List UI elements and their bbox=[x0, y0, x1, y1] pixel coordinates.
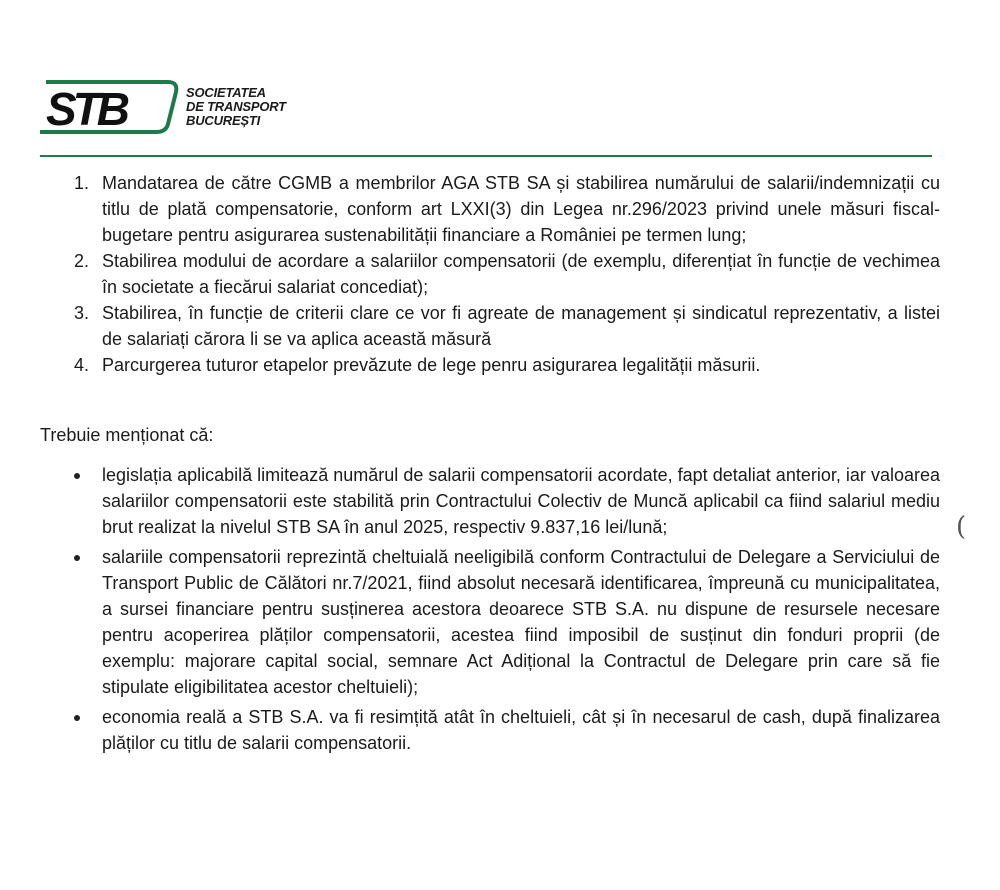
item-number: 1. bbox=[74, 173, 90, 193]
item-number: 2. bbox=[74, 251, 90, 271]
item-text: Stabilirea, în funcție de criterii clare ce vor fi agreate de management și sindicatul reprezentativ, a listei de salariați cărora li se va aplica această măsură bbox=[102, 303, 940, 349]
bullet-icon bbox=[74, 555, 80, 561]
numbered-list bbox=[40, 170, 940, 378]
company-line: BUCUREȘTI bbox=[186, 113, 261, 128]
item-number: 3. bbox=[74, 303, 90, 323]
item-text: salariile compensatorii reprezintă cheltuială neeligibilă conform Contractului de Delegare a Serviciului de Transport Public de Călători nr.7/2021, fiind absolut necesară identificarea, împreună cu municipalitatea, a sursei financiare pentru susținerea acestora deoarece STB S.A. nu dispune de resursele necesare pentru acoperirea plăților compensatorii, acestea fiind imposibil de susținut din fonduri proprii (de exemplu: majorare capital social, semnare Act Adițional la Contractul de Delegare prin care să fie stipulate eligibilitatea acestor cheltuieli); bbox=[102, 547, 940, 697]
list-item bbox=[40, 170, 940, 248]
list-item bbox=[40, 352, 940, 378]
header-divider bbox=[40, 155, 932, 157]
stb-logo bbox=[40, 78, 180, 136]
letterhead bbox=[40, 78, 940, 162]
item-text: economia reală a STB S.A. va fi resimțită atât în cheltuieli, cât și în necesarul de cash, după finalizarea plăților cu titlu de salarii compensatorii. bbox=[102, 707, 940, 753]
item-text: Parcurgerea tuturor etapelor prevăzute de lege penru asigurarea legalității măsurii. bbox=[102, 355, 761, 375]
list-item bbox=[40, 248, 940, 300]
bullet-icon bbox=[74, 473, 80, 479]
company-name bbox=[186, 86, 286, 128]
item-text: legislația aplicabilă limitează numărul de salarii compensatorii acordate, fapt detaliat anterior, iar valoarea salariilor compensatorii este stabilită prin Contractului Colectiv de Muncă aplicabil ca fiind salariul mediu brut realizat la nivelul STB SA în anul 2025, respectiv 9.837,16 lei/lună; bbox=[102, 465, 940, 537]
item-text: Mandatarea de către CGMB a membrilor AGA STB SA și stabilirea numărului de salarii/indemnizații cu titlu de plată compensatorie, conform art LXXI(3) din Legea nr.296/2023 privind unele măsuri fiscal-bugetare pentru asigurarea sustenabilității financiare a României pe termen lung; bbox=[102, 173, 940, 245]
handwritten-margin-mark: ( bbox=[956, 512, 967, 542]
bullet-icon bbox=[74, 715, 80, 721]
company-line: SOCIETATEA bbox=[186, 85, 266, 100]
svg-text:STB: STB bbox=[46, 83, 126, 135]
bullet-list bbox=[40, 462, 940, 756]
list-item bbox=[40, 462, 940, 540]
list-item bbox=[40, 544, 940, 700]
document-body bbox=[40, 170, 940, 760]
item-text: Stabilirea modului de acordare a salariilor compensatorii (de exemplu, diferențiat în funcție de vechimea în societate a fiecărui salariat concediat); bbox=[102, 251, 940, 297]
list-item bbox=[40, 300, 940, 352]
company-line: DE TRANSPORT bbox=[186, 99, 286, 114]
item-number: 4. bbox=[74, 355, 90, 375]
section-intro: Trebuie menționat că: bbox=[40, 425, 214, 445]
list-item bbox=[40, 704, 940, 756]
